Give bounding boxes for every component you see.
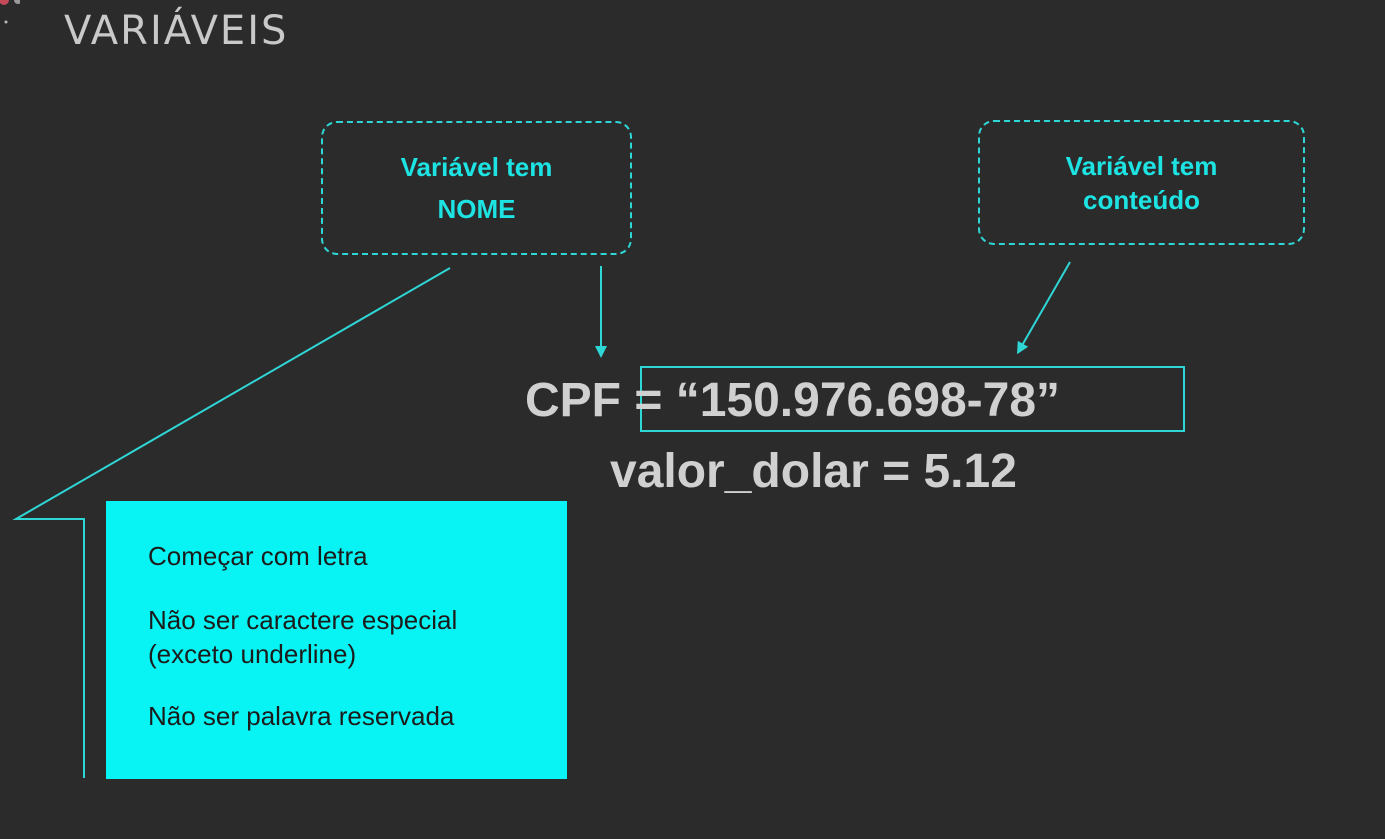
callout-content-line2: conteúdo — [1083, 184, 1200, 215]
rule-item: Começar com letra — [148, 541, 368, 571]
callout-content-line1: Variável tem — [1065, 150, 1218, 181]
rule-item-line: Não ser caractere especial — [148, 605, 458, 635]
callout-name-line2: NOME — [437, 194, 516, 224]
naming-rules-box — [106, 501, 567, 779]
callout-name-line1: Variável tem — [400, 152, 553, 182]
slide-title: VARIÁVEIS — [64, 8, 289, 54]
code-line-valor-dolar: valor_dolar = 5.12 — [610, 445, 1017, 498]
rule-item — [148, 603, 547, 671]
arrow-content-to-value — [1020, 262, 1070, 349]
rule-item: Não ser palavra reservada — [148, 701, 455, 731]
code-line-cpf: CPF = “150.976.698-78” — [525, 374, 1061, 427]
rule-item-line: (exceto underline) — [148, 639, 357, 669]
